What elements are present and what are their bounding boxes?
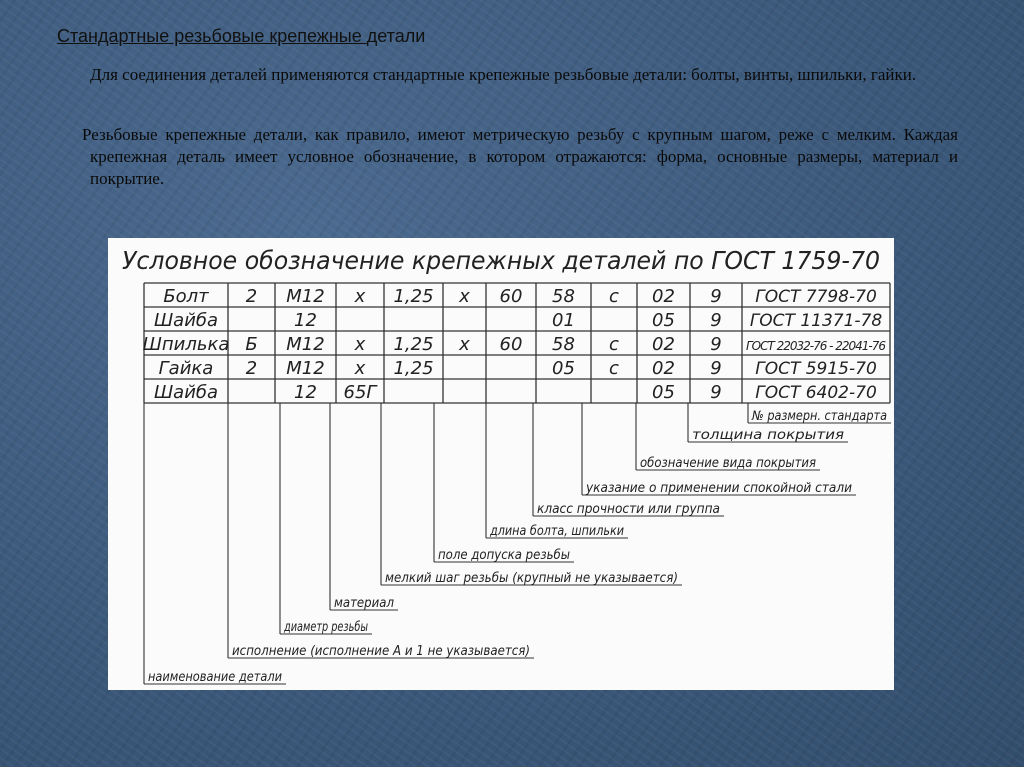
slide-title — [57, 26, 425, 47]
table-cell: ГОСТ 6402-70 — [755, 383, 877, 403]
table-cell: Шайба — [153, 382, 219, 403]
table-cell: Шпилька — [142, 334, 230, 355]
table-cell: x — [354, 334, 366, 355]
table-cell: 12 — [294, 310, 317, 331]
table-cell: 65Г — [343, 382, 377, 403]
table-cell: 1,25 — [393, 358, 434, 379]
table-cell: 9 — [710, 286, 722, 307]
callout-label: диаметр резьбы — [283, 620, 368, 635]
paragraph-connection: Для соединения деталей применяются стандартные крепежные резьбовые детали: болты, винты, шпильки, гайки. — [90, 65, 917, 84]
table-cell: 2 — [245, 358, 258, 379]
table-cell: 9 — [710, 382, 722, 403]
table-cell: Б — [245, 334, 258, 355]
table-cell: ГОСТ 5915-70 — [755, 359, 877, 379]
table-cell: 9 — [710, 310, 722, 331]
table-cell: 1,25 — [393, 286, 434, 307]
callout-labels — [148, 409, 887, 685]
slide-title-underlined: Стандартные резьбовые крепежные — [57, 26, 367, 46]
table-cell: 60 — [499, 286, 523, 307]
designation-diagram — [108, 238, 894, 690]
callout-label: исполнение (исполнение А и 1 не указывается) — [232, 644, 530, 659]
table-cell: 05 — [652, 382, 675, 403]
table-cell: М12 — [286, 334, 325, 355]
table-cell: Шайба — [153, 310, 219, 331]
callout-label: указание о применении спокойной стали — [585, 481, 852, 496]
table-cell: ГОСТ 11371-78 — [749, 311, 883, 331]
callout-label: материал — [334, 596, 394, 611]
table-cell: Гайка — [158, 358, 214, 379]
paragraph-thread: Резьбовые крепежные детали, как правило, имеют метрическую резьбу с крупным шагом, реже с мелким. Каждая крепежная деталь имеет условное обозначение, в котором отражаются: форма, основные размеры, материал и покрытие. — [82, 125, 958, 188]
table-cell: 58 — [552, 286, 575, 307]
table-cell: М12 — [286, 286, 325, 307]
table-cell: 02 — [652, 286, 675, 307]
table-cell: 60 — [499, 334, 523, 355]
table-cell: 1,25 — [393, 334, 434, 355]
table-cell: 05 — [652, 310, 675, 331]
table-cell: x — [354, 358, 366, 379]
designation-table-cells — [143, 286, 887, 403]
table-cell: 58 — [552, 334, 575, 355]
callout-label: толщина покрытия — [692, 428, 845, 443]
table-cell: с — [609, 358, 619, 379]
table-cell: с — [609, 334, 619, 355]
table-cell: 05 — [552, 358, 575, 379]
table-cell: 02 — [652, 358, 675, 379]
callout-label: класс прочности или группа — [537, 502, 721, 517]
table-cell: ГОСТ 22032-76 - 22041-76 — [746, 339, 886, 353]
callout-label: наименование детали — [148, 670, 282, 685]
figure-title: Условное обозначение крепежных деталей по ГОСТ 1759-70 — [122, 246, 880, 275]
table-cell: 9 — [710, 334, 722, 355]
table-cell: 12 — [294, 382, 317, 403]
table-cell: x — [459, 286, 470, 307]
table-cell: с — [609, 286, 619, 307]
callout-label: мелкий шаг резьбы (крупный не указывается) — [385, 571, 678, 586]
slide-title-rest: детали — [366, 26, 426, 46]
table-cell: 02 — [652, 334, 675, 355]
callout-label: длина болта, шпильки — [489, 524, 624, 539]
table-cell: 9 — [710, 358, 722, 379]
table-cell: 2 — [245, 286, 258, 307]
table-cell: М12 — [286, 358, 325, 379]
callout-leader-lines — [144, 403, 891, 684]
table-cell: x — [354, 286, 366, 307]
callout-label: № размерн. стандарта — [751, 409, 888, 424]
table-cell: x — [459, 334, 470, 355]
table-cell: 01 — [552, 310, 575, 331]
table-cell: Болт — [163, 286, 209, 307]
callout-label: обозначение вида покрытия — [640, 456, 817, 471]
table-cell: ГОСТ 7798-70 — [755, 287, 877, 307]
callout-label: поле допуска резьбы — [438, 548, 570, 563]
designation-figure — [108, 238, 894, 690]
